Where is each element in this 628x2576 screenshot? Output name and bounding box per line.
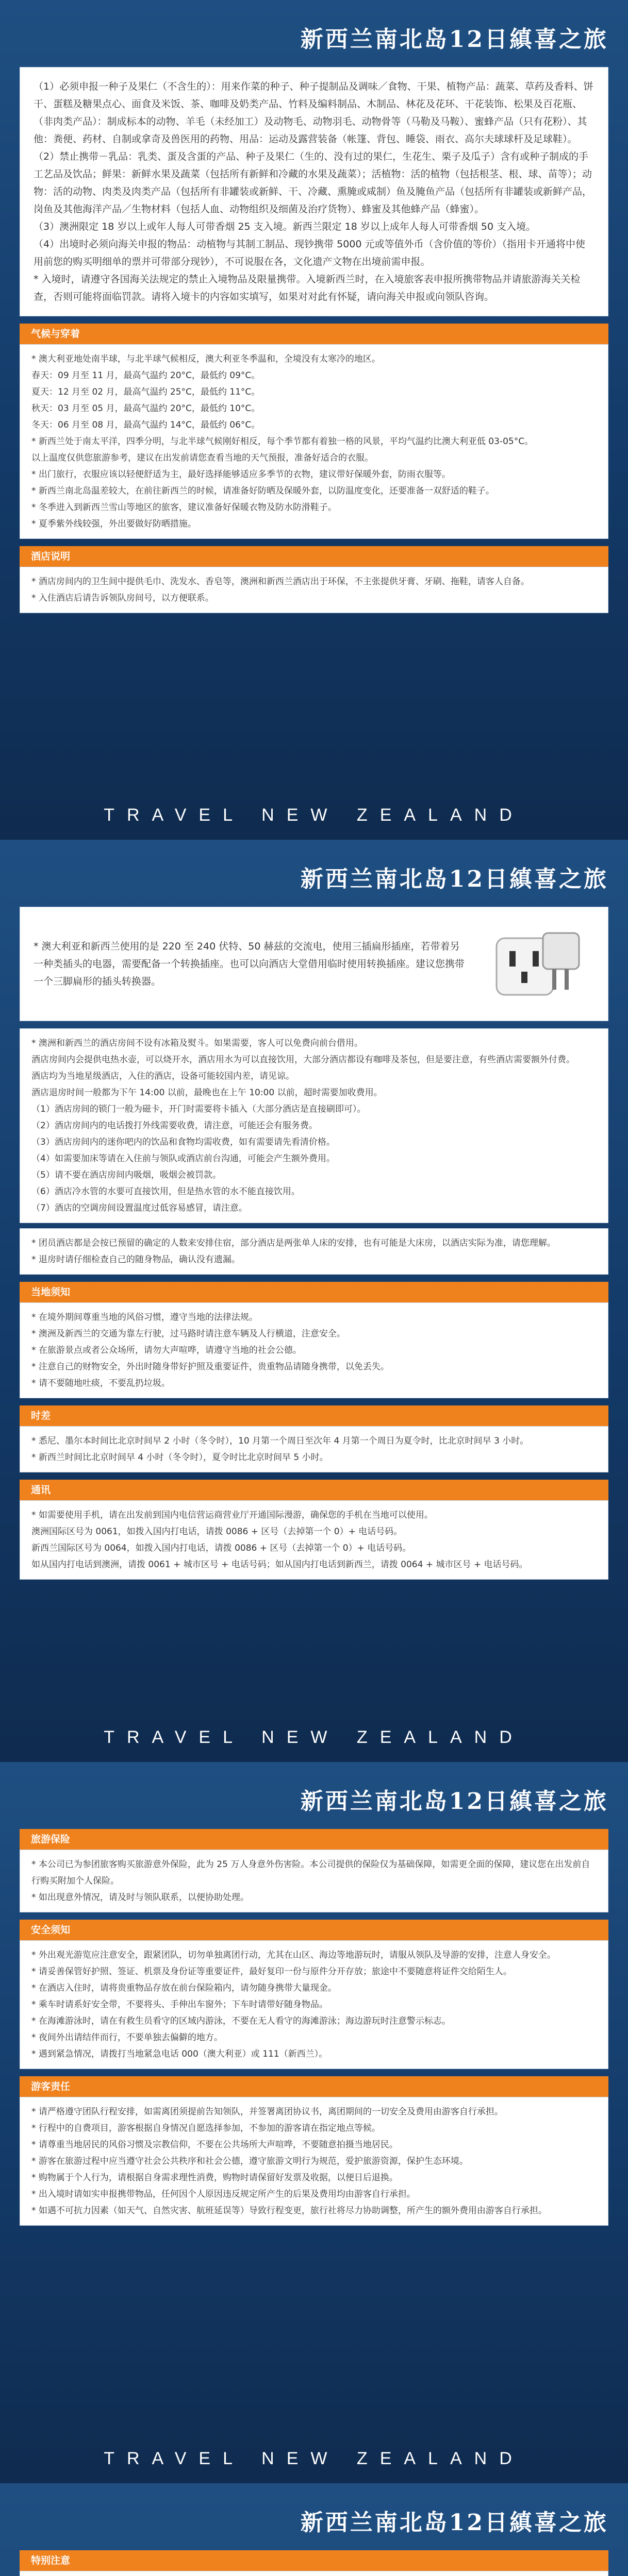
hotel-box <box>20 567 608 613</box>
footer-banner: TRAVEL NEW ZEALAND <box>104 805 524 825</box>
responsibility-bar: 游客责任 <box>20 2076 608 2097</box>
time-line: * 悉尼、墨尔本时间比北京时间早 2 小时（冬令时），10 月第一个周日至次年 4 月第一个周日为夏令时，比北京时间早 3 小时。 <box>31 1436 529 1446</box>
insurance-box <box>20 1850 608 1912</box>
insurance-bar: 旅游保险 <box>20 1829 608 1850</box>
safety-line: * 乘车时请系好安全带，不要将头、手伸出车窗外；下车时请带好随身物品。 <box>31 1999 328 2010</box>
climate-line: * 出门旅行，衣服应该以轻便舒适为主，最好选择能够适应多季节的衣物，建议带好保暖外套，防雨衣服等。 <box>31 469 451 480</box>
climate-line: 夏天：12 月至 02 月，最高气温约 25°C，最低约 11°C。 <box>31 387 260 397</box>
hotel-facility-line: （2）酒店房间内的电话拨打外线需要收费，请注意，可能还会有服务费。 <box>31 1121 318 1131</box>
tips-bar: 特别注意 <box>20 2550 608 2571</box>
time-line: * 新西兰时间比北京时间早 4 小时（冬令时），夏令时比北京时间早 5 小时。 <box>31 1452 328 1463</box>
comm-line: 新西兰国际区号为 0064，如拨入国内打电话，请拨 0086 + 区号（去掉第一个 0）+ 电话号码。 <box>31 1543 411 1553</box>
responsibility-line: * 请尊重当地居民的风俗习惯及宗教信仰，不要在公共场所大声喧哗，不要随意拍摄当地居民。 <box>31 2140 398 2150</box>
climate-box <box>20 344 608 539</box>
hotel-facility-line: （1）酒店房间的锁门一般为磁卡，开门时需要将卡插入（大部分酒店是直接刷即可）。 <box>31 1104 366 1114</box>
responsibility-line: * 行程中的自费项目，游客根据自身情况自愿选择参加，不参加的游客请在指定地点等候。 <box>31 2123 381 2133</box>
notes-line: * 在境外期间尊重当地的风俗习惯，遵守当地的法律法规。 <box>31 1312 258 1323</box>
hotel-tail-line: * 团员酒店都是会按已预留的确定的人数来安排住宿，部分酒店是两张单人床的安排，也有可能是大床房，以酒店实际为准，请您理解。 <box>31 1238 556 1248</box>
hotel-facility-line: （3）酒店房间内的迷你吧内的饮品和食物均需收费，如有需要请先看清价格。 <box>31 1137 335 1147</box>
climate-line: * 冬季进入到新西兰雪山等地区的旅客，建议准备好保暖衣物及防水防滑鞋子。 <box>31 502 337 513</box>
responsibility-line: * 出入境时请如实申报携带物品，任何因个人原因违反规定所产生的后果及费用均由游客自行承担。 <box>31 2189 416 2199</box>
notes-box <box>20 1302 608 1398</box>
comm-bar: 通讯 <box>20 1480 608 1500</box>
climate-line: * 澳大利亚地处南半球，与北半球气候相反，澳大利亚冬季温和，全境没有太寒冷的地区。 <box>31 354 381 364</box>
section-safety <box>0 1762 628 2483</box>
customs-para-5: * 入境时，请遵守各国海关法规定的禁止入境物品及限量携带。入境新西兰时，在入境旅客表申报所携带物品并请旅游海关关检查，否则可能将面临罚款。请将入境卡的内容如实填写，如果对对此有怀疑，请向海关申报或向领队咨询。 <box>34 274 581 302</box>
time-box <box>20 1426 608 1472</box>
climate-bar: 气候与穿着 <box>20 324 608 344</box>
comm-line: 如从国内打电话到澳洲，请拨 0061 + 城市区号 + 电话号码；如从国内打电话到新西兰，请拨 0064 + 城市区号 + 电话号码。 <box>31 1560 528 1570</box>
climate-line: * 新西兰南北岛温差较大，在前往新西兰的时候，请准备好防晒及保暖外套，以防温度变化，还要准备一双舒适的鞋子。 <box>31 486 494 496</box>
responsibility-line: * 游客在旅游过程中应当遵守社会公共秩序和社会公德，遵守旅游文明行为规范，爱护旅游资源，保护生态环境。 <box>31 2156 468 2166</box>
hotel-facility-line: （5）请不要在酒店房间内吸烟，吸烟会被罚款。 <box>31 1170 221 1180</box>
responsibility-box <box>20 2097 608 2226</box>
climate-line: * 新西兰处于南太平洋，四季分明，与北半球气候刚好相反，每个季节都有着独一格的风景，平均气温约比澳大利亚低 03-05°C。 <box>31 436 534 447</box>
climate-line: 以上温度仅供您旅游参考，建议在出发前请您查看当地的天气预报，准备好适合的衣服。 <box>31 453 373 463</box>
safety-bar: 安全须知 <box>20 1920 608 1940</box>
hotel-facility-line: （4）如需要加床等请在入住前与领队或酒店前台沟通，可能会产生额外费用。 <box>31 1154 335 1164</box>
page-title: 新西兰南北岛12日縝喜之旅 <box>300 26 608 53</box>
safety-line: * 在海滩游泳时，请在有救生员看守的区域内游泳，不要在无人看守的海滩游泳；海边游玩时注意警示标志。 <box>31 2016 451 2026</box>
climate-line: 春天：09 月至 11 月，最高气温约 20°C，最低约 09°C。 <box>31 370 260 381</box>
page-title: 新西兰南北岛12日縝喜之旅 <box>300 2510 608 2536</box>
hotel-line: * 酒店房间内的卫生间中提供毛巾、洗发水、香皂等，澳洲和新西兰酒店出于环保，不主张提供牙膏、牙刷、拖鞋，请客人自备。 <box>31 577 530 587</box>
customs-panel <box>20 67 608 316</box>
responsibility-line: * 购物属于个人行为，请根据自身需求理性消费，购物时请保留好发票及收据，以便日后退换。 <box>31 2173 398 2183</box>
comm-line: * 如需要使用手机，请在出发前到国内电信营运商营业厅开通国际漫游，确保您的手机在当地可以使用。 <box>31 1510 433 1520</box>
hotel-tail-box <box>20 1228 608 1275</box>
footer-banner: TRAVEL NEW ZEALAND <box>104 2448 524 2468</box>
tips-box <box>20 2571 608 2576</box>
safety-line: * 请妥善保管好护照、签证、机票及身份证等重要证件，最好复印一份与原件分开存放；旅途中不要随意将证件交给陌生人。 <box>31 1967 512 1977</box>
hotel-tail-line: * 退房时请仔细检查自己的随身物品，确认没有遗漏。 <box>31 1255 240 1265</box>
insurance-line: * 如出现意外情况，请及时与领队联系，以便协助处理。 <box>31 1892 249 1903</box>
hotel-facility-box <box>20 1028 608 1223</box>
hotel-line: * 入住酒店后请告诉领队房间号，以方便联系。 <box>31 593 214 603</box>
comm-line: 澳洲国际区号为 0061，如拨入国内打电话，请拨 0086 + 区号（去掉第一个 0）+ 电话号码。 <box>31 1527 403 1537</box>
responsibility-line: * 如遇不可抗力因素（如天气、自然灾害、航班延误等）导致行程变更，旅行社将尽力协助调整，所产生的额外费用由游客自行承担。 <box>31 2206 547 2216</box>
time-bar: 时差 <box>20 1405 608 1426</box>
safety-line: * 夜间外出请结伴而行，不要单独去偏僻的地方。 <box>31 2032 223 2043</box>
adapter-text: * 澳大利亚和新西兰使用的是 220 至 240 伏特、50 赫兹的交流电，使用三插扁形插座，若带着另一种类插头的电器，需要配备一个转换插座。也可以向酒店大堂借用临时使用转换插座。建议您携带一个三脚扁形的插头转换器。 <box>34 941 465 987</box>
section-customs <box>0 0 628 840</box>
climate-line: * 夏季紫外线较强，外出要做好防晒措施。 <box>31 519 196 529</box>
notes-line: * 注意自己的财物安全，外出时随身带好护照及重要证件，贵重物品请随身携带，以免丢失。 <box>31 1362 389 1372</box>
hotel-facility-line: 酒店房间内会提供电热水壶，可以烧开水，酒店用水为可以直接饮用，大部分酒店都设有咖啡及茶包，但是要注意，有些酒店需要额外付费。 <box>31 1055 575 1065</box>
customs-para-2: （2）禁止携带－乳品：乳类、蛋及含蛋的产品、种子及果仁（生的、没有过的果仁，生花生、栗子及瓜子）含有或种子制成的手工艺品及饮品；鲜果：新鲜水果及蔬菜（包括所有新鲜和冷藏的水果及蔬菜）；活植物：活的植物（包括根茎、根、球、苗等）；动物：活的动物、肉类及肉类产品（包括所有非罐装或新鲜、干、冷藏、熏腌或咸制）鱼及腌鱼产品（包括所有非罐装或新鲜产品，岗鱼及其他海洋产品／生物材料（包括人血、动物组织及细菌及治疗货物）、蜂蜜及其他蜂产品（蜂蜜）。 <box>34 151 592 215</box>
footer-banner: TRAVEL NEW ZEALAND <box>104 1727 524 1747</box>
page-title: 新西兰南北岛12日縝喜之旅 <box>300 1788 608 1815</box>
notes-bar: 当地须知 <box>20 1282 608 1302</box>
customs-para-4: （4）出境时必须向海关申报的物品：动植物与其制工制品、现钞携带 5000 元或等值外币（含价值的等价）（指用卡开通将中使用前您的购买明细单的票并可带部分现钞），不可说服在各，文化遗产文物在出境前需申报。 <box>34 239 586 267</box>
page-title: 新西兰南北岛12日縝喜之旅 <box>300 866 608 892</box>
climate-line: 秋天：03 月至 05 月，最高气温约 20°C，最低约 10°C。 <box>31 403 260 414</box>
safety-line: * 在酒店入住时，请将贵重物品存放在前台保险箱内，请勿随身携带大量现金。 <box>31 1983 337 1993</box>
adapter-panel <box>20 907 608 1021</box>
safety-box <box>20 1940 608 2069</box>
customs-para-3: （3）澳洲限定 18 岁以上或年人每人可带香烟 25 支入境。新西兰限定 18 岁以上成年人每人可带香烟 50 支入境。 <box>34 221 536 232</box>
hotel-facility-line: 酒店均为当地星级酒店，入住的酒店，设备可能较国内差，请见谅。 <box>31 1071 294 1081</box>
hotel-facility-line: 酒店退房时间一般都为下午 14:00 以前，最晚也在上午 10:00 以前，超时需要加收费用。 <box>31 1088 383 1098</box>
hotel-facility-line: （6）酒店冷水管的水要可直接饮用，但是热水管的水不能直接饮用。 <box>31 1187 300 1197</box>
notes-line: * 澳洲及新西兰的交通为靠左行驶，过马路时请注意车辆及人行横道，注意安全。 <box>31 1329 345 1339</box>
section-tips <box>0 2483 628 2576</box>
safety-line: * 遇到紧急情况，请拨打当地紧急电话 000（澳大利亚）或 111（新西兰）。 <box>31 2049 328 2059</box>
customs-para-1: （1）必须申报一种子及果仁（不含生的）：用来作菜的种子、种子提制品及调味／食物、干果、植物产品：蔬菜、草药及香料、饼干、蛋糕及糖果点心、面食及米饭、茶、咖啡及奶类产品、竹料及编料制品、木制品、林花及花环、干花装饰、松果及百花瓶、（非肉类产品）：制成标本的动物、羊毛（未经加工）及动物毛、动物羽毛、动物骨等（马勒及马鞍）、蜜蜂产品（只有花粉）、其他：粪便、药材、自制或拿奇及兽医用的药物、用品：运动及露营装备（帐篷、背包、睡袋、雨衣、高尔夫球球杆及足球鞋）。 <box>34 81 593 145</box>
notes-line: * 在旅游景点或者公众场所，请勿大声喧哗，请遵守当地的社会公德。 <box>31 1345 302 1355</box>
comm-box <box>20 1500 608 1580</box>
insurance-line: * 本公司已为参团旅客购买旅游意外保险，此为 25 万人身意外伤害险。本公司提供的保险仅为基础保障，如需更全面的保障，建议您在出发前自行购买附加个人保险。 <box>31 1859 590 1886</box>
safety-line: * 外出观光游览应注意安全，跟紧团队，切勿单独离团行动，尤其在山区、海边等地游玩时，请服从领队及导游的安排，注意人身安全。 <box>31 1950 556 1960</box>
responsibility-line: * 请严格遵守团队行程安排，如需离团须提前告知领队，并签署离团协议书，离团期间的一切安全及费用由游客自行承担。 <box>31 2107 503 2117</box>
climate-line: 冬天：06 月至 08 月，最高气温约 14°C，最低约 06°C。 <box>31 420 260 430</box>
notes-line: * 请不要随地吐痰，不要乱扔垃圾。 <box>31 1378 170 1388</box>
plug-adapter-icon <box>481 918 594 1010</box>
hotel-bar: 酒店说明 <box>20 546 608 567</box>
section-electric <box>0 840 628 1762</box>
hotel-facility-line: * 澳洲和新西兰的酒店房间不设有冰箱及熨斗。如果需要，客人可以免费向前台借用。 <box>31 1038 363 1048</box>
hotel-facility-line: （7）酒店的空调房间设置温度过低容易感冒，请注意。 <box>31 1203 247 1213</box>
